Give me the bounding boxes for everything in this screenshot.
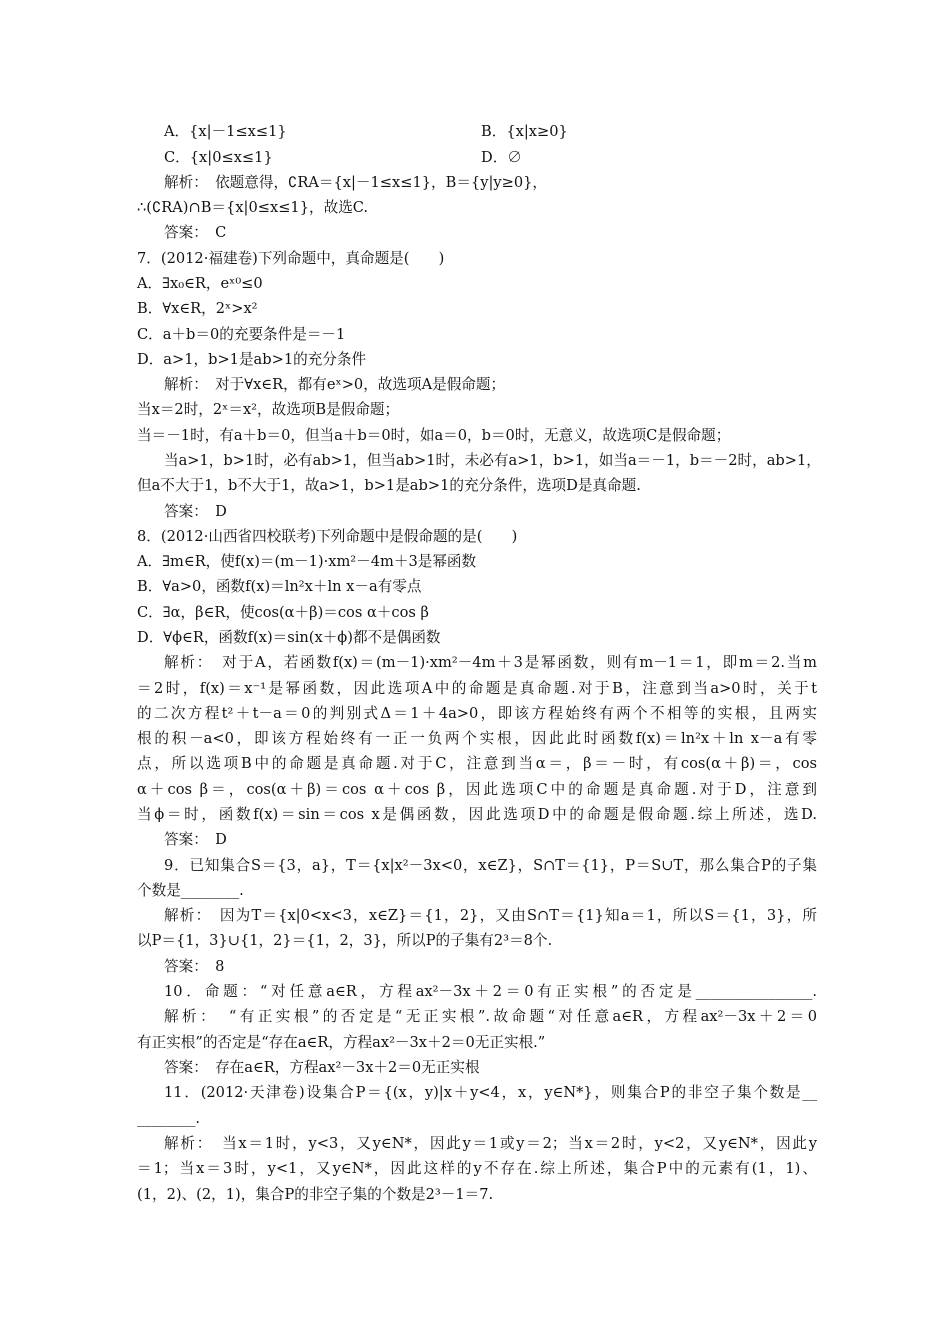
text-line: 9．已知集合S＝{3，a}，T＝{x|x²－3x<0，x∈Z}，S∩T＝{1}，P＝S∪T，那么集合P的子集 xyxy=(164,857,817,874)
text-line: 个数是________. xyxy=(137,882,244,899)
text-line: 答案： 8 xyxy=(164,958,225,975)
text-line: 的二次方程t²＋t－a＝0的判别式Δ＝1＋4a>0，即该方程始终有两个不相等的实根，且两实 xyxy=(137,705,817,722)
text-line: 以P＝{1，3}∪{1，2}＝{1，2，3}，所以P的子集有2³＝8个. xyxy=(137,932,553,949)
text-line: 11．(2012·天津卷)设集合P＝{(x，y)|x＋y<4，x，y∈N*}，则集合P的非空子集个数是__ xyxy=(164,1084,817,1101)
text-line: 当ϕ＝时，函数f(x)＝sin＝cos x是偶函数，因此选项D中的命题是假命题.综上所述，选D. xyxy=(137,806,817,823)
text-line: 点，所以选项B中的命题是真命题.对于C，注意到当α＝，β＝－时，有cos(α＋β)＝，cos xyxy=(137,755,817,772)
text-line: ∴(∁RA)∩B＝{x|0≤x≤1}，故选C. xyxy=(137,199,369,216)
text-line: 答案： D xyxy=(164,503,227,520)
text-line: 答案： D xyxy=(164,831,227,848)
text-line: 答案： 存在a∈R，方程ax²－3x＋2＝0无正实根 xyxy=(164,1059,480,1076)
text-line: C．a＋b＝0的充要条件是＝－1 xyxy=(137,326,346,343)
text-line: D．a>1，b>1是ab>1的充分条件 xyxy=(137,351,367,368)
text-line: 解析： 对于∀x∈R，都有eˣ>0，故选项A是假命题； xyxy=(164,376,506,393)
text-line: C．∃α，β∈R，使cos(α＋β)＝cos α＋cos β xyxy=(137,604,429,621)
text-line: 解析： 依题意得，∁RA＝{x|－1≤x≤1}，B＝{y|y≥0}， xyxy=(164,174,548,191)
text-line: 7．(2012·福建卷)下列命题中，真命题是( ) xyxy=(137,250,445,267)
text-line: 解析： 对于A，若函数f(x)＝(m－1)·xm²－4m＋3是幂函数，则有m－1＝1，即m＝2.当m xyxy=(164,654,817,671)
text-line: 解析： 当x＝1时，y<3，又y∈N*，因此y＝1或y＝2；当x＝2时，y<2，又y∈N*，因此y xyxy=(164,1135,817,1152)
text-line: 解析： 因为T＝{x|0<x<3，x∈Z}＝{1，2}，又由S∩T＝{1}知a＝1，所以S＝{1，3}，所 xyxy=(164,907,817,924)
text-line: A．∃m∈R，使f(x)＝(m－1)·xm²－4m＋3是幂函数 xyxy=(137,553,477,570)
text-line: 解析： “有正实根”的否定是“无正实根”.故命题“对任意a∈R，方程ax²－3x＋2＝0 xyxy=(164,1008,817,1025)
text-line: D．∀ϕ∈R，函数f(x)＝sin(x＋ϕ)都不是偶函数 xyxy=(137,629,441,646)
text-line: 答案： C xyxy=(164,224,227,241)
text-line: B．{x|x≥0} xyxy=(481,123,568,140)
text-line: D．∅ xyxy=(481,149,522,166)
text-line: ＝2时，f(x)＝x⁻¹是幂函数，因此选项A中的命题是真命题.对于B，注意到当a>0时，关于t xyxy=(137,680,817,697)
text-line: (1，2)、(2，1)，集合P的非空子集的个数是2³－1＝7. xyxy=(137,1186,494,1203)
text-line: B．∀a>0，函数f(x)＝ln²x＋ln x－a有零点 xyxy=(137,578,422,595)
text-line: ________. xyxy=(137,1110,201,1127)
text-line: A．{x|－1≤x≤1} xyxy=(164,123,287,140)
text-line: ＝1；当x＝3时，y<1，又y∈N*，因此这样的y不存在.综上所述，集合P中的元素有(1，1)、 xyxy=(137,1160,817,1177)
text-line: 有正实根”的否定是“存在a∈R，方程ax²－3x＋2＝0无正实根.” xyxy=(137,1034,546,1051)
text-line: 但a不大于1，b不大于1，故a>1，b>1是ab>1的充分条件，选项D是真命题. xyxy=(137,477,641,494)
text-line: α＋cos β＝，cos(α＋β)＝cos α＋cos β，因此选项C中的命题是真命题.对于D，注意到 xyxy=(137,781,817,798)
text-line: 当x＝2时，2ˣ＝x²，故选项B是假命题； xyxy=(137,401,400,418)
text-line: B．∀x∈R，2ˣ>x² xyxy=(137,300,258,317)
text-line: 10．命题：“对任意a∈R，方程ax²－3x＋2＝0有正实根”的否定是________________. xyxy=(164,983,817,1000)
text-line: 根的积－a<0，即该方程始终有一正一负两个实根，因此此时函数f(x)＝ln²x＋ln x－a有零 xyxy=(137,730,817,747)
text-line: 8．(2012·山西省四校联考)下列命题中是假命题的是( ) xyxy=(137,528,518,545)
text-line: 当a>1，b>1时，必有ab>1，但当ab>1时，未必有a>1，b>1，如当a＝－1，b＝－2时，ab>1， xyxy=(164,452,821,469)
text-line: A．∃x₀∈R，eˣ⁰≤0 xyxy=(137,275,263,292)
text-line: C．{x|0≤x≤1} xyxy=(164,149,273,166)
text-line: 当＝－1时，有a＋b＝0，但当a＋b＝0时，如a＝0，b＝0时，无意义，故选项C是假命题； xyxy=(137,427,731,444)
